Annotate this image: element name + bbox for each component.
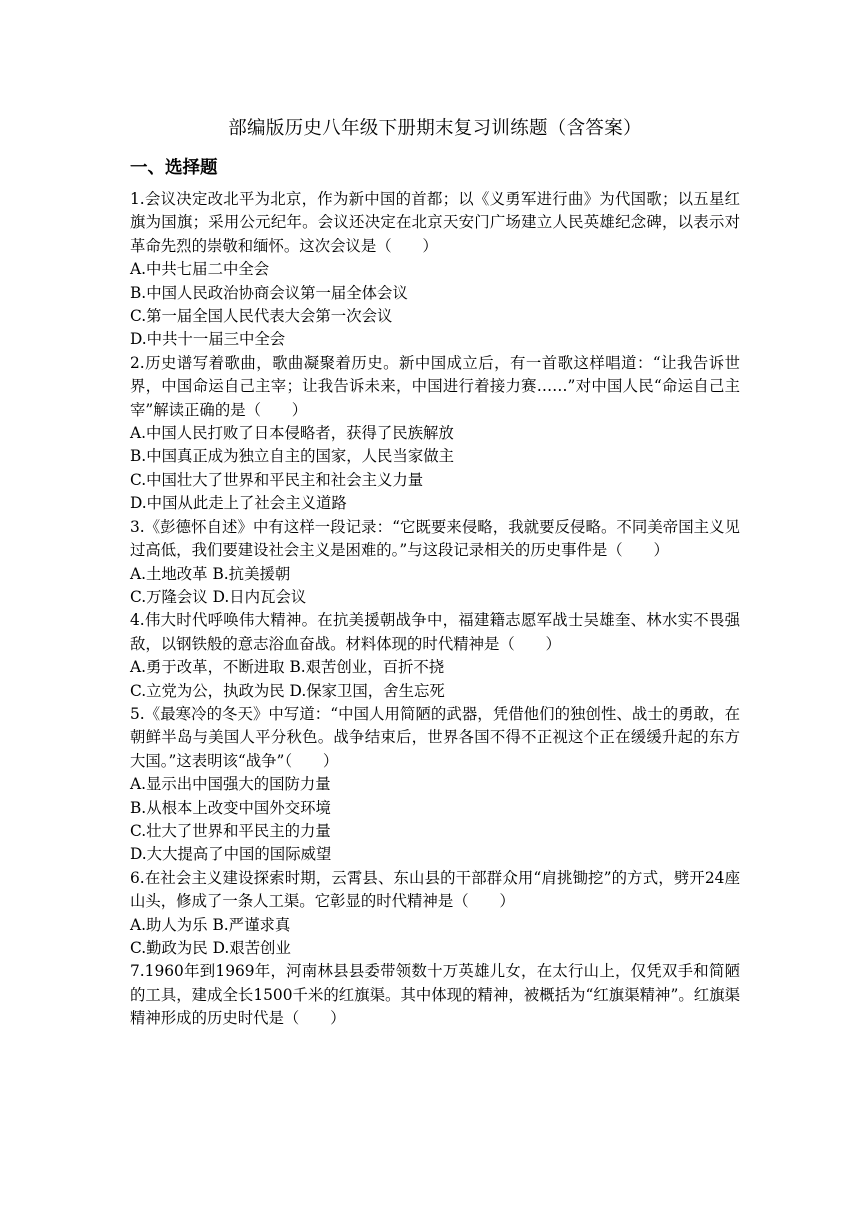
answer-option: D.日内瓦会议: [212, 587, 307, 606]
answer-option: D.中国从此走上了社会主义道路: [130, 494, 347, 513]
option-line: [130, 492, 740, 515]
option-line: [130, 797, 740, 820]
question-stem: 1.会议决定改北平为北京，作为新中国的首都；以《义勇军进行曲》为代国歌；以五星红旗为国旗；采用公元纪年。会议还决定在北京天安门广场建立人民英雄纪念碑，以表示对革命先烈的崇敬和缅怀。这次会议是（ ）: [130, 190, 740, 255]
answer-option: B.抗美援朝: [212, 564, 291, 583]
question-stem: 2.历史谱写着歌曲，歌曲凝聚着历史。新中国成立后，有一首歌这样唱道：“让我告诉世界，中国命运自己主宰；让我告诉未来，中国进行着接力赛……”对中国人民“命运自己主宰”解读正确的是（ ）: [130, 353, 740, 419]
answer-option: C.第一届全国人民代表大会第一次会议: [130, 307, 393, 326]
option-line: [130, 422, 740, 445]
answer-option: D.艰苦创业: [212, 939, 291, 957]
answer-option: D.大大提高了中国的国际威望: [130, 845, 332, 864]
option-line: [130, 305, 740, 328]
answer-option: A.助人为乐: [130, 915, 208, 934]
answer-option: A.显示出中国强大的国防力量: [130, 775, 331, 794]
question-stem: 6.在社会主义建设探索时期，云霄县、东山县的干部群众用“肩挑锄挖”的方式，劈开24座山头，修成了一条人工渠。它彰显的时代精神是（ ）: [130, 868, 740, 911]
question-6: [130, 867, 740, 961]
answer-option: D.保家卫国，舍生忘死: [289, 681, 445, 700]
option-line: [130, 469, 740, 492]
document-page: [130, 112, 740, 1031]
answer-option: C.万隆会议: [130, 587, 208, 606]
answer-option: B.中国人民政治协商会议第一届全体会议: [130, 283, 408, 302]
question-5: [130, 703, 740, 867]
option-line: [130, 680, 740, 703]
option-line: [130, 914, 740, 937]
answer-option: A.勇于改革，不断进取: [130, 658, 285, 677]
question-3: [130, 516, 740, 610]
document-title: 部编版历史八年级下册期末复习训练题（含答案）: [228, 118, 642, 139]
option-line: [130, 656, 740, 679]
answer-option: C.壮大了世界和平民主的力量: [130, 821, 331, 840]
answer-option: B.从根本上改变中国外交环境: [130, 798, 331, 817]
answer-option: B.艰苦创业，百折不挠: [289, 658, 445, 677]
section-heading: 一、选择题: [130, 158, 218, 178]
answer-option: C.立党为公，执政为民: [130, 681, 285, 700]
question-stem: 3.《彭德怀自述》中有这样一段记录：“它既要来侵略，我就要反侵略。不同美帝国主义见过高低，我们要建设社会主义是困难的。”与这段记录相关的历史事件是（ ）: [130, 517, 740, 560]
question-stem: 4.伟大时代呼唤伟大精神。在抗美援朝战争中，福建籍志愿军战士吴雄奎、林水实不畏强敌，以钢铁般的意志浴血奋战。材料体现的时代精神是（ ）: [130, 611, 740, 653]
question-7: [130, 960, 740, 1030]
option-line: [130, 820, 740, 843]
answer-option: D.中共十一届三中全会: [130, 330, 286, 349]
question-list: [130, 188, 740, 1031]
answer-option: A.中共七届二中全会: [130, 260, 270, 279]
answer-option: B.中国真正成为独立自主的国家，人民当家做主: [130, 447, 455, 466]
question-1: [130, 188, 740, 352]
answer-option: A.土地改革: [130, 564, 208, 583]
option-line: [130, 937, 740, 960]
option-line: [130, 843, 740, 866]
option-line: [130, 773, 740, 796]
question-stem: 5.《最寒冷的冬天》中写道：“中国人用简陋的武器，凭借他们的独创性、战士的勇敢，在朝鲜半岛与美国人平分秋色。战争结束后，世界各国不得不正视这个正在缓缓升起的东方大国。”这表明该“战争”（ ）: [130, 704, 740, 770]
option-line: [130, 563, 740, 586]
option-line: [130, 282, 740, 305]
question-2: [130, 352, 740, 516]
option-line: [130, 445, 740, 468]
option-line: [130, 328, 740, 351]
answer-option: A.中国人民打败了日本侵略者，获得了民族解放: [130, 424, 454, 443]
option-line: [130, 586, 740, 609]
option-line: [130, 258, 740, 281]
question-stem: 7.1960年到1969年，河南林县县委带领数十万英雄儿女，在太行山上，仅凭双手和简陋的工具，建成全长1500千米的红旗渠。其中体现的精神，被概括为“红旗渠精神”。红旗渠精神形成的历史时代是（ ）: [130, 962, 740, 1028]
answer-option: C.勤政为民: [130, 939, 208, 957]
question-4: [130, 609, 740, 703]
answer-option: B.严谨求真: [212, 915, 291, 934]
answer-option: C.中国壮大了世界和平民主和社会主义力量: [130, 470, 424, 489]
